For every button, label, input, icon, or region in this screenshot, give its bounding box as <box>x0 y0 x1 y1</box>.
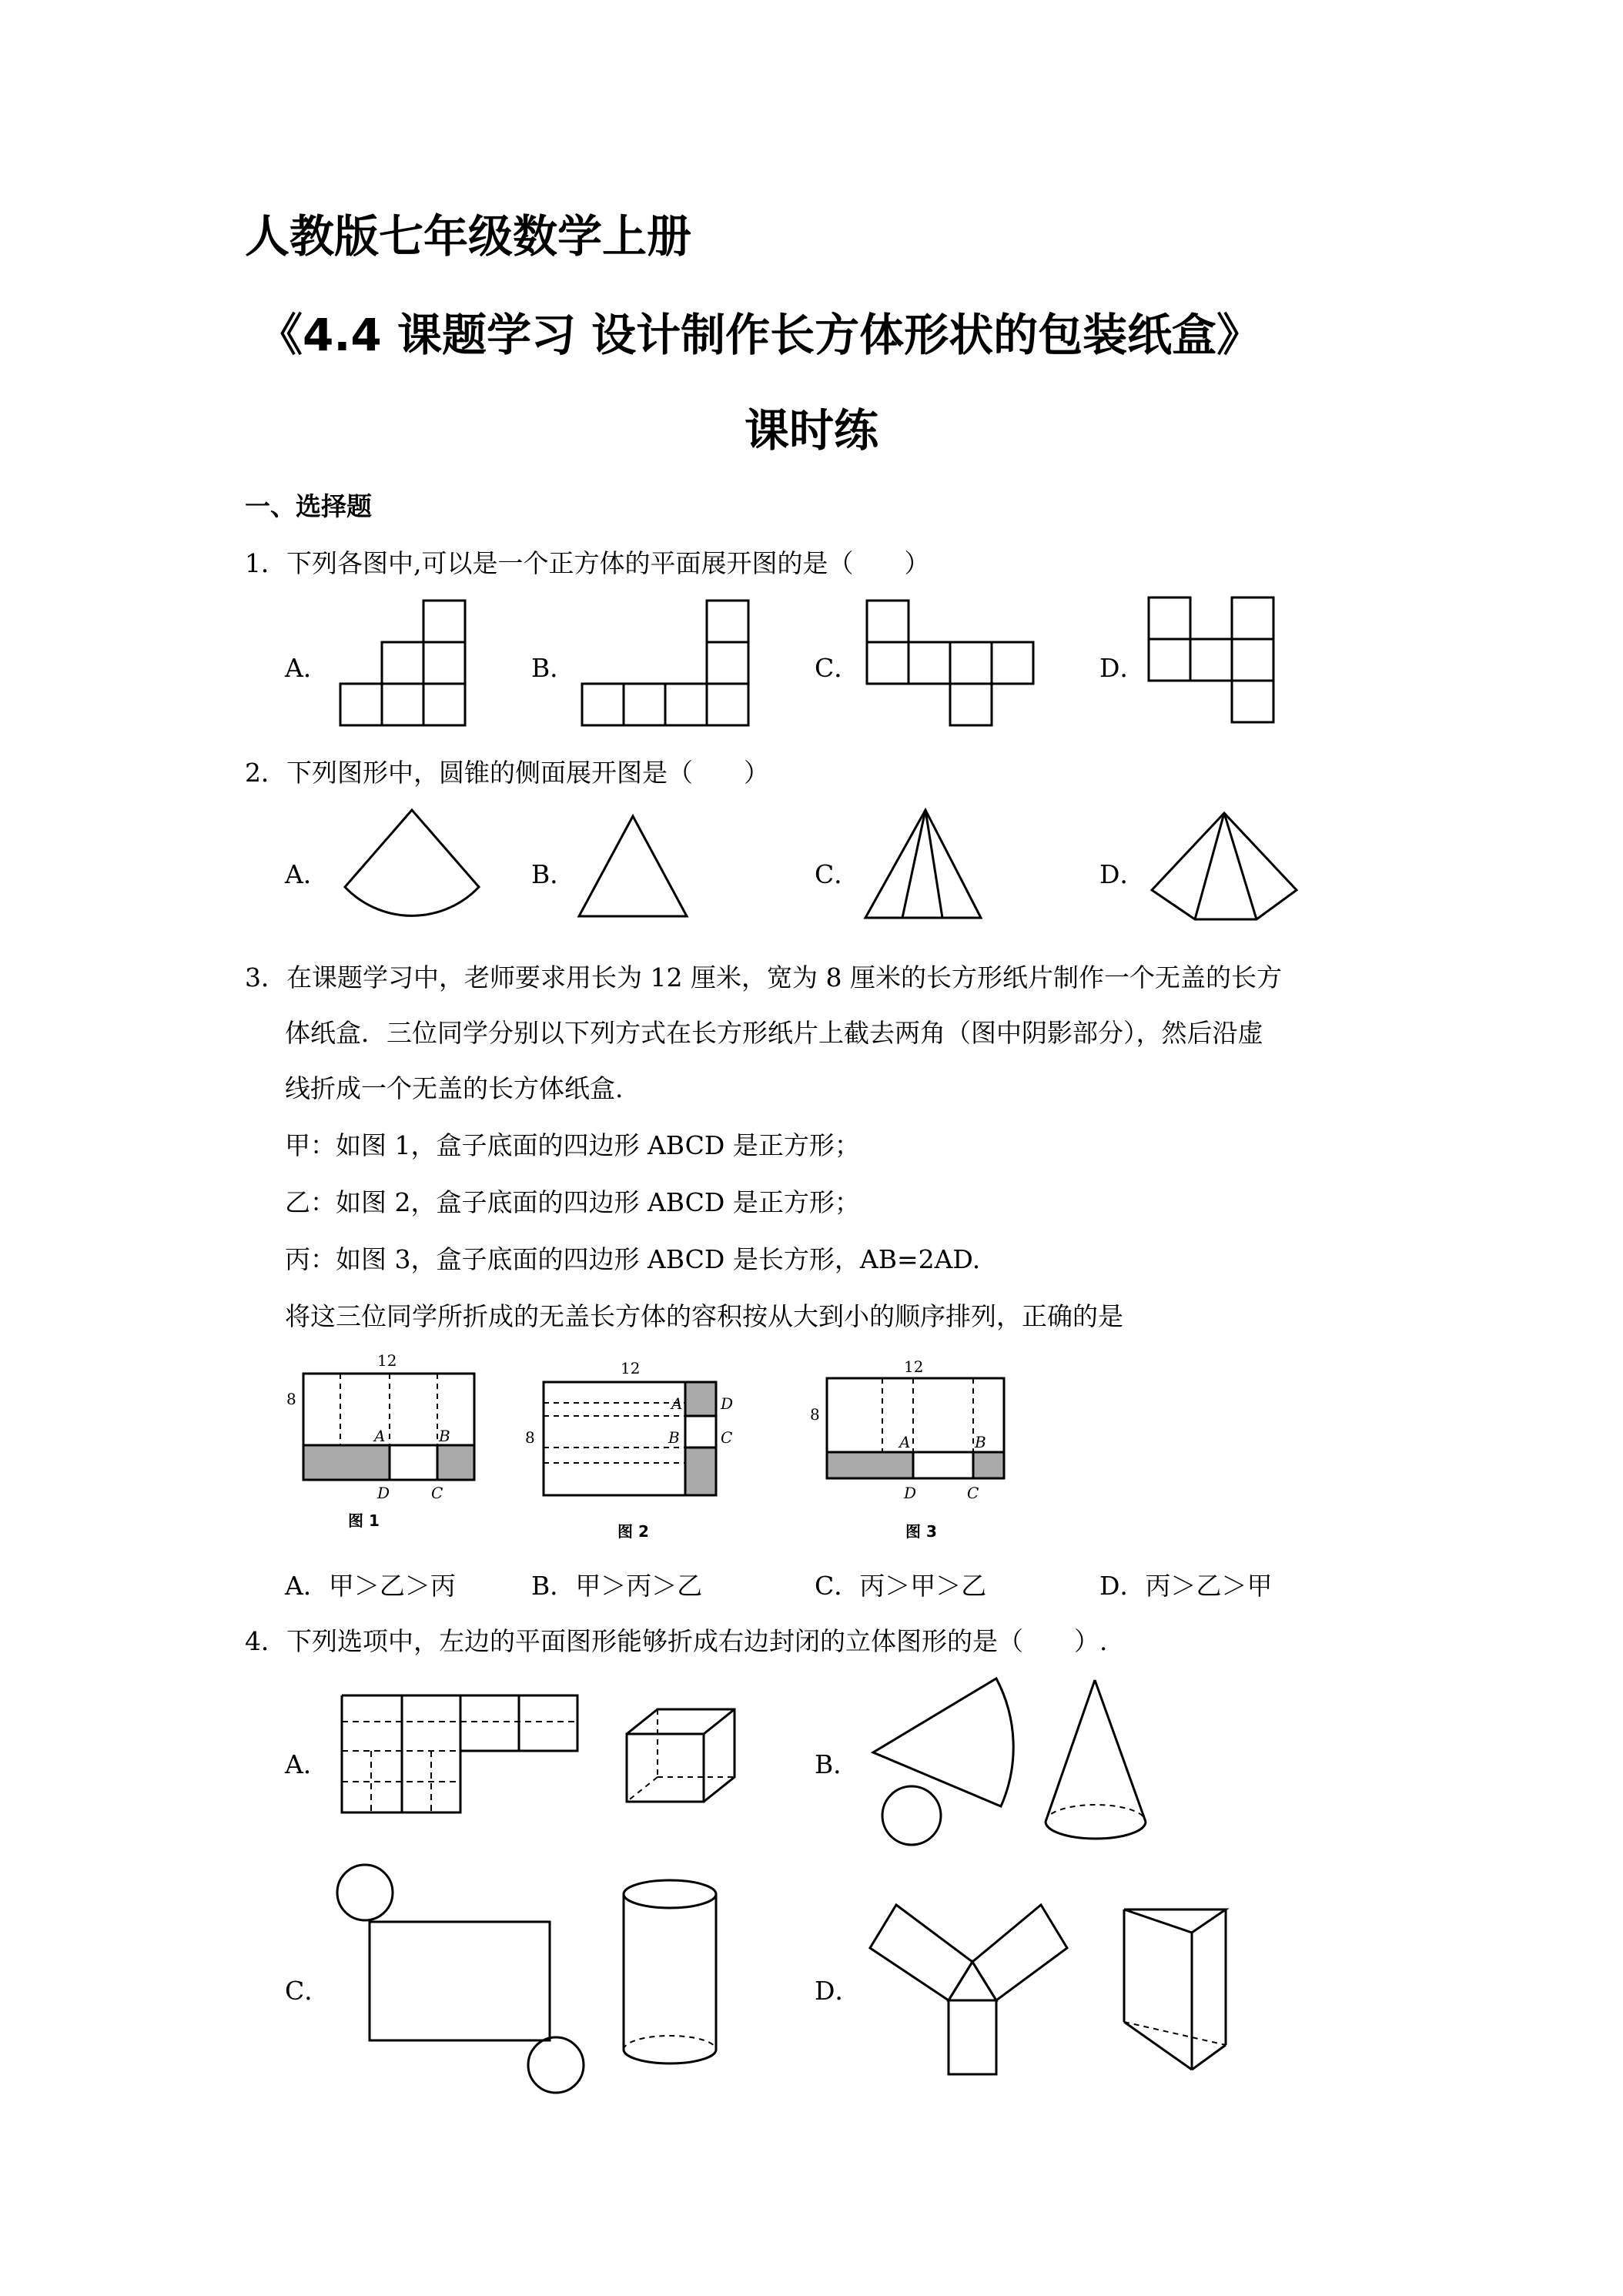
q1-stem: 1．下列各图中,可以是一个正方体的平面展开图的是（ ） <box>245 548 930 578</box>
q4a-cube <box>625 1708 741 1808</box>
q3-condition-jia: 甲：如图 1，盒子底面的四边形 ABCD 是正方形； <box>285 1130 860 1160</box>
q3-fig3-label-c: C <box>967 1484 979 1502</box>
q1-net-c <box>867 601 1036 728</box>
q2-sector <box>339 808 485 924</box>
title-line-3: 课时练 <box>744 404 878 457</box>
q3-fig3-label-a: A <box>899 1433 911 1451</box>
q3-fig1-label-a: A <box>374 1427 386 1445</box>
q4c-cylinder-net <box>336 1863 590 2094</box>
q3-fig2-label-a: A <box>671 1394 683 1413</box>
q3-fig1-height-label: 8 <box>286 1390 296 1408</box>
q3-option-a: A．甲＞乙＞丙 <box>285 1571 456 1601</box>
q2-option-a: A． <box>285 859 329 889</box>
q2-option-d: D． <box>1099 859 1146 889</box>
q4-option-b: B． <box>815 1749 859 1779</box>
q4-stem: 4．下列选项中，左边的平面图形能够折成右边封闭的立体图形的是（ ）. <box>245 1626 1108 1656</box>
q3-figure-3 <box>804 1347 1019 1548</box>
q3-fig3-caption: 图 3 <box>905 1522 937 1541</box>
q3-option-b: B．甲＞丙＞乙 <box>531 1571 703 1601</box>
q3-fig3-width-label: 12 <box>904 1357 924 1376</box>
q4d-triangular-prism <box>1121 1899 1236 2076</box>
q2-option-b: B． <box>531 859 576 889</box>
q3-option-d: D．丙＞乙＞甲 <box>1099 1571 1273 1601</box>
q1-option-a: A． <box>285 653 329 683</box>
q3-condition-yi: 乙：如图 2，盒子底面的四边形 ABCD 是正方形； <box>285 1187 860 1217</box>
q4a-box-net <box>340 1694 587 1817</box>
q1-option-b: B． <box>531 653 576 683</box>
q3-option-c: C．丙＞甲＞乙 <box>815 1571 987 1601</box>
q3-fig2-label-c: C <box>721 1428 733 1447</box>
q4d-prism-net <box>865 1879 1096 2079</box>
q2-option-c: C． <box>815 859 860 889</box>
q3-fig1-caption: 图 1 <box>348 1511 380 1530</box>
q4-option-a: A． <box>285 1749 329 1779</box>
q3-stem-line-1: 3．在课题学习中，老师要求用长为 12 厘米，宽为 8 厘米的长方形纸片制作一个无盖的长方 <box>245 962 1282 992</box>
q3-fig2-label-d: D <box>721 1394 734 1413</box>
q3-fig1-label-d: D <box>377 1484 390 1502</box>
title-line-1: 人教版七年级数学上册 <box>245 210 692 263</box>
q1-net-a <box>339 601 470 728</box>
q3-fig1-width-label: 12 <box>377 1351 397 1370</box>
section-heading: 一、选择题 <box>245 491 372 521</box>
q3-fig1-label-b: B <box>439 1427 450 1445</box>
q2-triangle <box>577 815 693 922</box>
q2-stem: 2．下列图形中，圆锥的侧面展开图是（ ） <box>245 758 769 788</box>
q3-fig2-width-label: 12 <box>621 1359 641 1377</box>
q3-fig2-label-b: B <box>668 1428 680 1447</box>
q3-stem-line-2: 体纸盒．三位同学分别以下列方式在长方形纸片上截去两角（图中阴影部分），然后沿虚 <box>285 1018 1263 1048</box>
q1-net-b <box>582 601 751 728</box>
q4-option-d: D． <box>815 1976 861 2006</box>
q3-fig1-label-c: C <box>431 1484 443 1502</box>
q3-fig2-caption: 图 2 <box>617 1522 649 1541</box>
q1-option-c: C． <box>815 653 860 683</box>
q4-option-c: C． <box>285 1976 330 2006</box>
q1-net-d <box>1149 597 1280 728</box>
q1-option-d: D． <box>1099 653 1146 683</box>
q2-pyramid-many-faces <box>1149 812 1303 927</box>
q3-figure-1 <box>285 1347 493 1540</box>
q4b-cone-net <box>867 1675 1052 1860</box>
q3-fig3-height-label: 8 <box>810 1405 820 1424</box>
q3-fig3-label-d: D <box>904 1484 917 1502</box>
q3-fig2-height-label: 8 <box>525 1428 535 1447</box>
q4c-cylinder <box>619 1879 727 2079</box>
title-line-2: 《4.4 课题学习 设计制作长方体形状的包装纸盒》 <box>258 309 1262 361</box>
q3-figure-2 <box>524 1347 755 1548</box>
q3-condition-bing: 丙：如图 3，盒子底面的四边形 ABCD 是长方形，AB=2AD. <box>285 1244 981 1274</box>
q4b-cone <box>1038 1678 1153 1848</box>
q2-pyramid-three-faces <box>862 808 986 924</box>
q3-fig3-label-b: B <box>975 1433 986 1451</box>
q3-ask: 将这三位同学所折成的无盖长方体的容积按从大到小的顺序排列，正确的是 <box>285 1301 1123 1331</box>
q3-stem-line-3: 线折成一个无盖的长方体纸盒. <box>285 1073 624 1103</box>
